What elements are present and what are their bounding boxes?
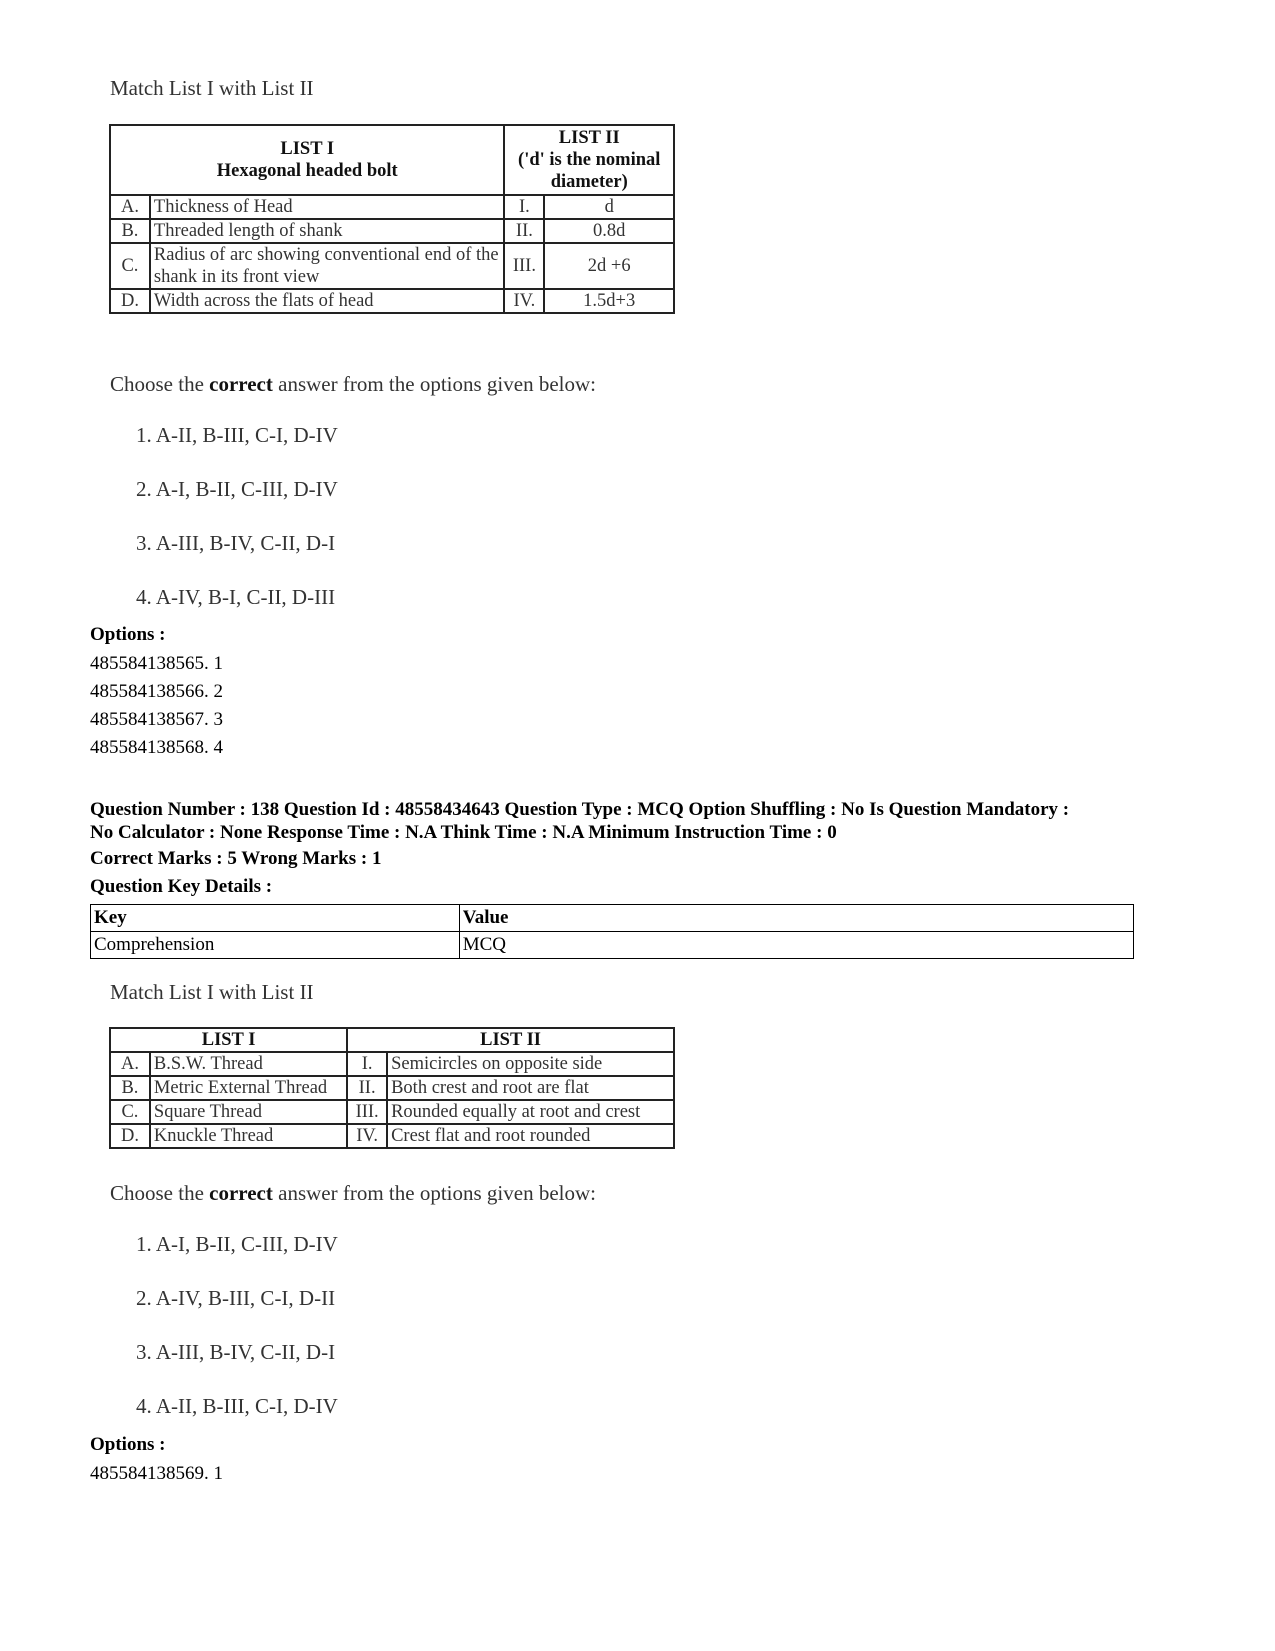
q2-key-table: Key Value Comprehension MCQ <box>90 904 1134 959</box>
list-item: 2. A-I, B-II, C-III, D-IV <box>136 477 338 501</box>
table-row: D. Knuckle Thread IV. Crest flat and root rounded <box>110 1124 674 1148</box>
list-item: 485584138568. 4 <box>90 737 223 758</box>
table-row: B. Metric External Thread II. Both crest and root are flat <box>110 1076 674 1100</box>
q1-options-label: Options : <box>90 624 166 645</box>
q2-options-list <box>90 1460 223 1488</box>
q2-choose-instruction: Choose the correct answer from the options given below: <box>110 1181 596 1205</box>
q2-key-details-label: Question Key Details : <box>90 876 273 897</box>
list-item: 485584138565. 1 <box>90 653 223 674</box>
q1-choice-list <box>136 423 338 639</box>
list-item: 1. A-II, B-III, C-I, D-IV <box>136 423 338 447</box>
q2-list1-header: LIST I <box>110 1028 347 1052</box>
q1-list2-header: LIST II ('d' is the nominal diameter) <box>504 125 674 195</box>
q1-options-list <box>90 650 223 762</box>
list-item: 485584138566. 2 <box>90 681 223 702</box>
list-item: 2. A-IV, B-III, C-I, D-II <box>136 1286 336 1310</box>
q2-list2-header: LIST II <box>347 1028 674 1052</box>
q1-heading: Match List I with List II <box>110 76 314 100</box>
q1-match-table <box>109 124 675 314</box>
list-item: 485584138567. 3 <box>90 709 223 730</box>
table-row: A. Thickness of Head I. d <box>110 195 674 219</box>
list-item: 4. A-II, B-III, C-I, D-IV <box>136 1394 338 1418</box>
list-item: 1. A-I, B-II, C-III, D-IV <box>136 1232 338 1256</box>
table-row: B. Threaded length of shank II. 0.8d <box>110 219 674 243</box>
list-item: 4. A-IV, B-I, C-II, D-III <box>136 585 336 609</box>
table-row: C. Square Thread III. Rounded equally at root and crest <box>110 1100 674 1124</box>
q2-match-table <box>109 1027 675 1149</box>
table-row: C. Radius of arc showing conventional end of the shank in its front view III. 2d +6 <box>110 243 674 289</box>
q2-choice-list <box>136 1232 338 1448</box>
table-row: A. B.S.W. Thread I. Semicircles on opposite side <box>110 1052 674 1076</box>
q1-list1-header: LIST I Hexagonal headed bolt <box>110 125 504 195</box>
list-item: 3. A-III, B-IV, C-II, D-I <box>136 1340 336 1364</box>
q2-meta: Question Number : 138 Question Id : 48558434643 Question Type : MCQ Option Shuffling : No Is Question Mandatory : No Calculator : None Response Time : N.A Think Time : N.A Minimum Instruction Time : 0 <box>90 799 1070 843</box>
q2-options-label: Options : <box>90 1434 166 1455</box>
q1-choose-instruction: Choose the correct answer from the options given below: <box>110 372 596 396</box>
list-item: 3. A-III, B-IV, C-II, D-I <box>136 531 336 555</box>
list-item: 485584138569. 1 <box>90 1463 223 1484</box>
q2-heading: Match List I with List II <box>110 980 314 1004</box>
q2-marks: Correct Marks : 5 Wrong Marks : 1 <box>90 848 382 869</box>
table-row: D. Width across the flats of head IV. 1.5d+3 <box>110 289 674 313</box>
